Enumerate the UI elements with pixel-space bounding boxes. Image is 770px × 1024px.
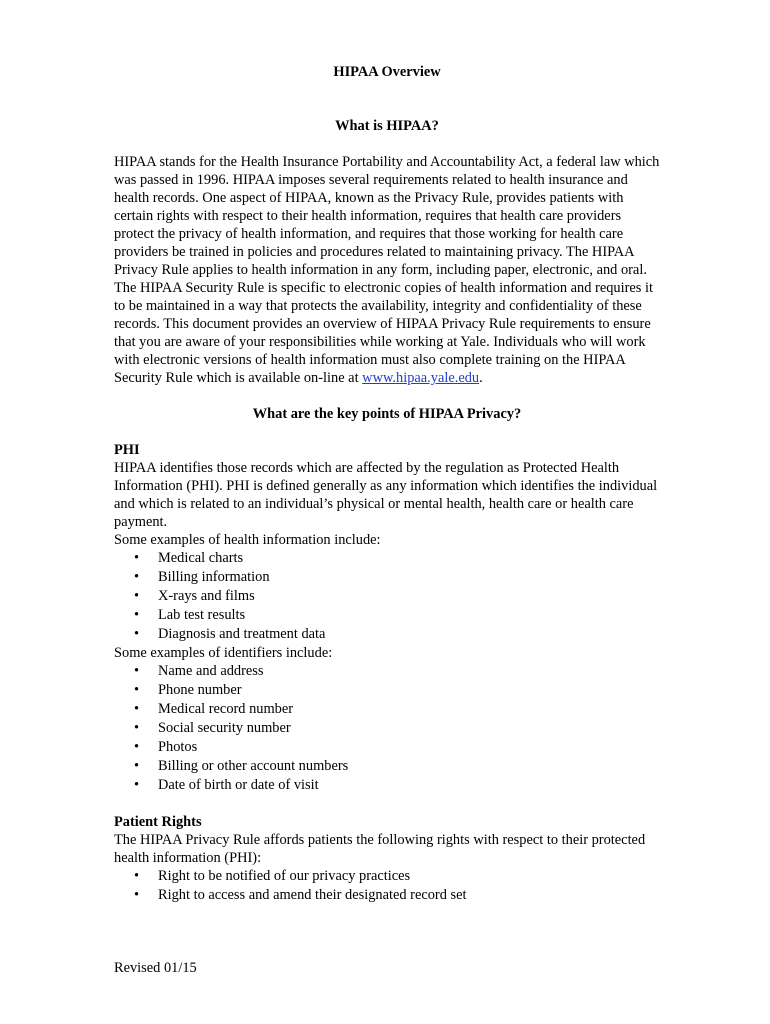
- list-item: • Billing information: [134, 568, 660, 587]
- list-item: • Social security number: [134, 719, 660, 738]
- list-item: • Lab test results: [134, 606, 660, 625]
- list-item: • Medical charts: [134, 549, 660, 568]
- list-item: • Right to be notified of our privacy practices: [134, 867, 660, 886]
- hipaa-link[interactable]: www.hipaa.yale.edu: [362, 370, 480, 386]
- list-item: • Diagnosis and treatment data: [134, 625, 660, 644]
- list-item: • Medical record number: [134, 700, 660, 719]
- rights-list: [114, 867, 660, 905]
- health-info-list: [114, 549, 660, 644]
- intro-paragraph: [114, 153, 660, 387]
- section-heading-what-is-hipaa: What is HIPAA?: [335, 118, 439, 134]
- list-item: • Name and address: [134, 662, 660, 681]
- intro-text: HIPAA stands for the Health Insurance Portability and Accountability Act, a federal law which was passed in 1996. HIPAA imposes several requirements related to health insurance and health records. One aspect of HIPAA, known as the Privacy Rule, provides patients with certain rights with respect to their health information, requires that health care providers protect the privacy of health information, and requires that those working for health care providers be trained in policies and procedures related to maintaining privacy. The HIPAA Privacy Rule applies to health information in any form, including paper, electronic, and oral. The HIPAA Security Rule is specific to electronic copies of health information and requires it to be maintained in a way that protects the availability, integrity and confidentiality of these records. This document provides an overview of HIPAA Privacy Rule requirements to ensure that you are aware of your responsibilities while working at Yale. Individuals who will work with electronic versions of health information must also complete training on the HIPAA Security Rule which is available on-line at: [114, 154, 660, 386]
- list-item: • Phone number: [134, 681, 660, 700]
- identifiers-list: [114, 662, 660, 795]
- phi-paragraph: HIPAA identifies those records which are affected by the regulation as Protected Health Information (PHI). PHI is defined generally as any information which identifies the individual and which is related to an individual’s physical or mental health, health care or health care payment.: [114, 460, 658, 530]
- health-info-intro: Some examples of health information include:: [114, 532, 381, 548]
- spacer: [114, 795, 660, 813]
- list-item: • Right to access and amend their designated record set: [134, 886, 660, 905]
- identifiers-intro: Some examples of identifiers include:: [114, 645, 333, 661]
- rights-heading: Patient Rights: [114, 814, 202, 830]
- intro-end: .: [479, 370, 483, 386]
- list-item: • Billing or other account numbers: [134, 757, 660, 776]
- list-item: • Date of birth or date of visit: [134, 776, 660, 795]
- section-heading-key-points: What are the key points of HIPAA Privacy?: [252, 406, 522, 422]
- revision-footer: Revised 01/15: [114, 960, 197, 976]
- list-item: • Photos: [134, 738, 660, 757]
- list-item: • X-rays and films: [134, 587, 660, 606]
- phi-heading: PHI: [114, 442, 140, 458]
- rights-paragraph: The HIPAA Privacy Rule affords patients the following rights with respect to their protected health information (PHI):: [114, 832, 646, 866]
- document-body: [114, 63, 660, 905]
- document-title: HIPAA Overview: [333, 64, 441, 80]
